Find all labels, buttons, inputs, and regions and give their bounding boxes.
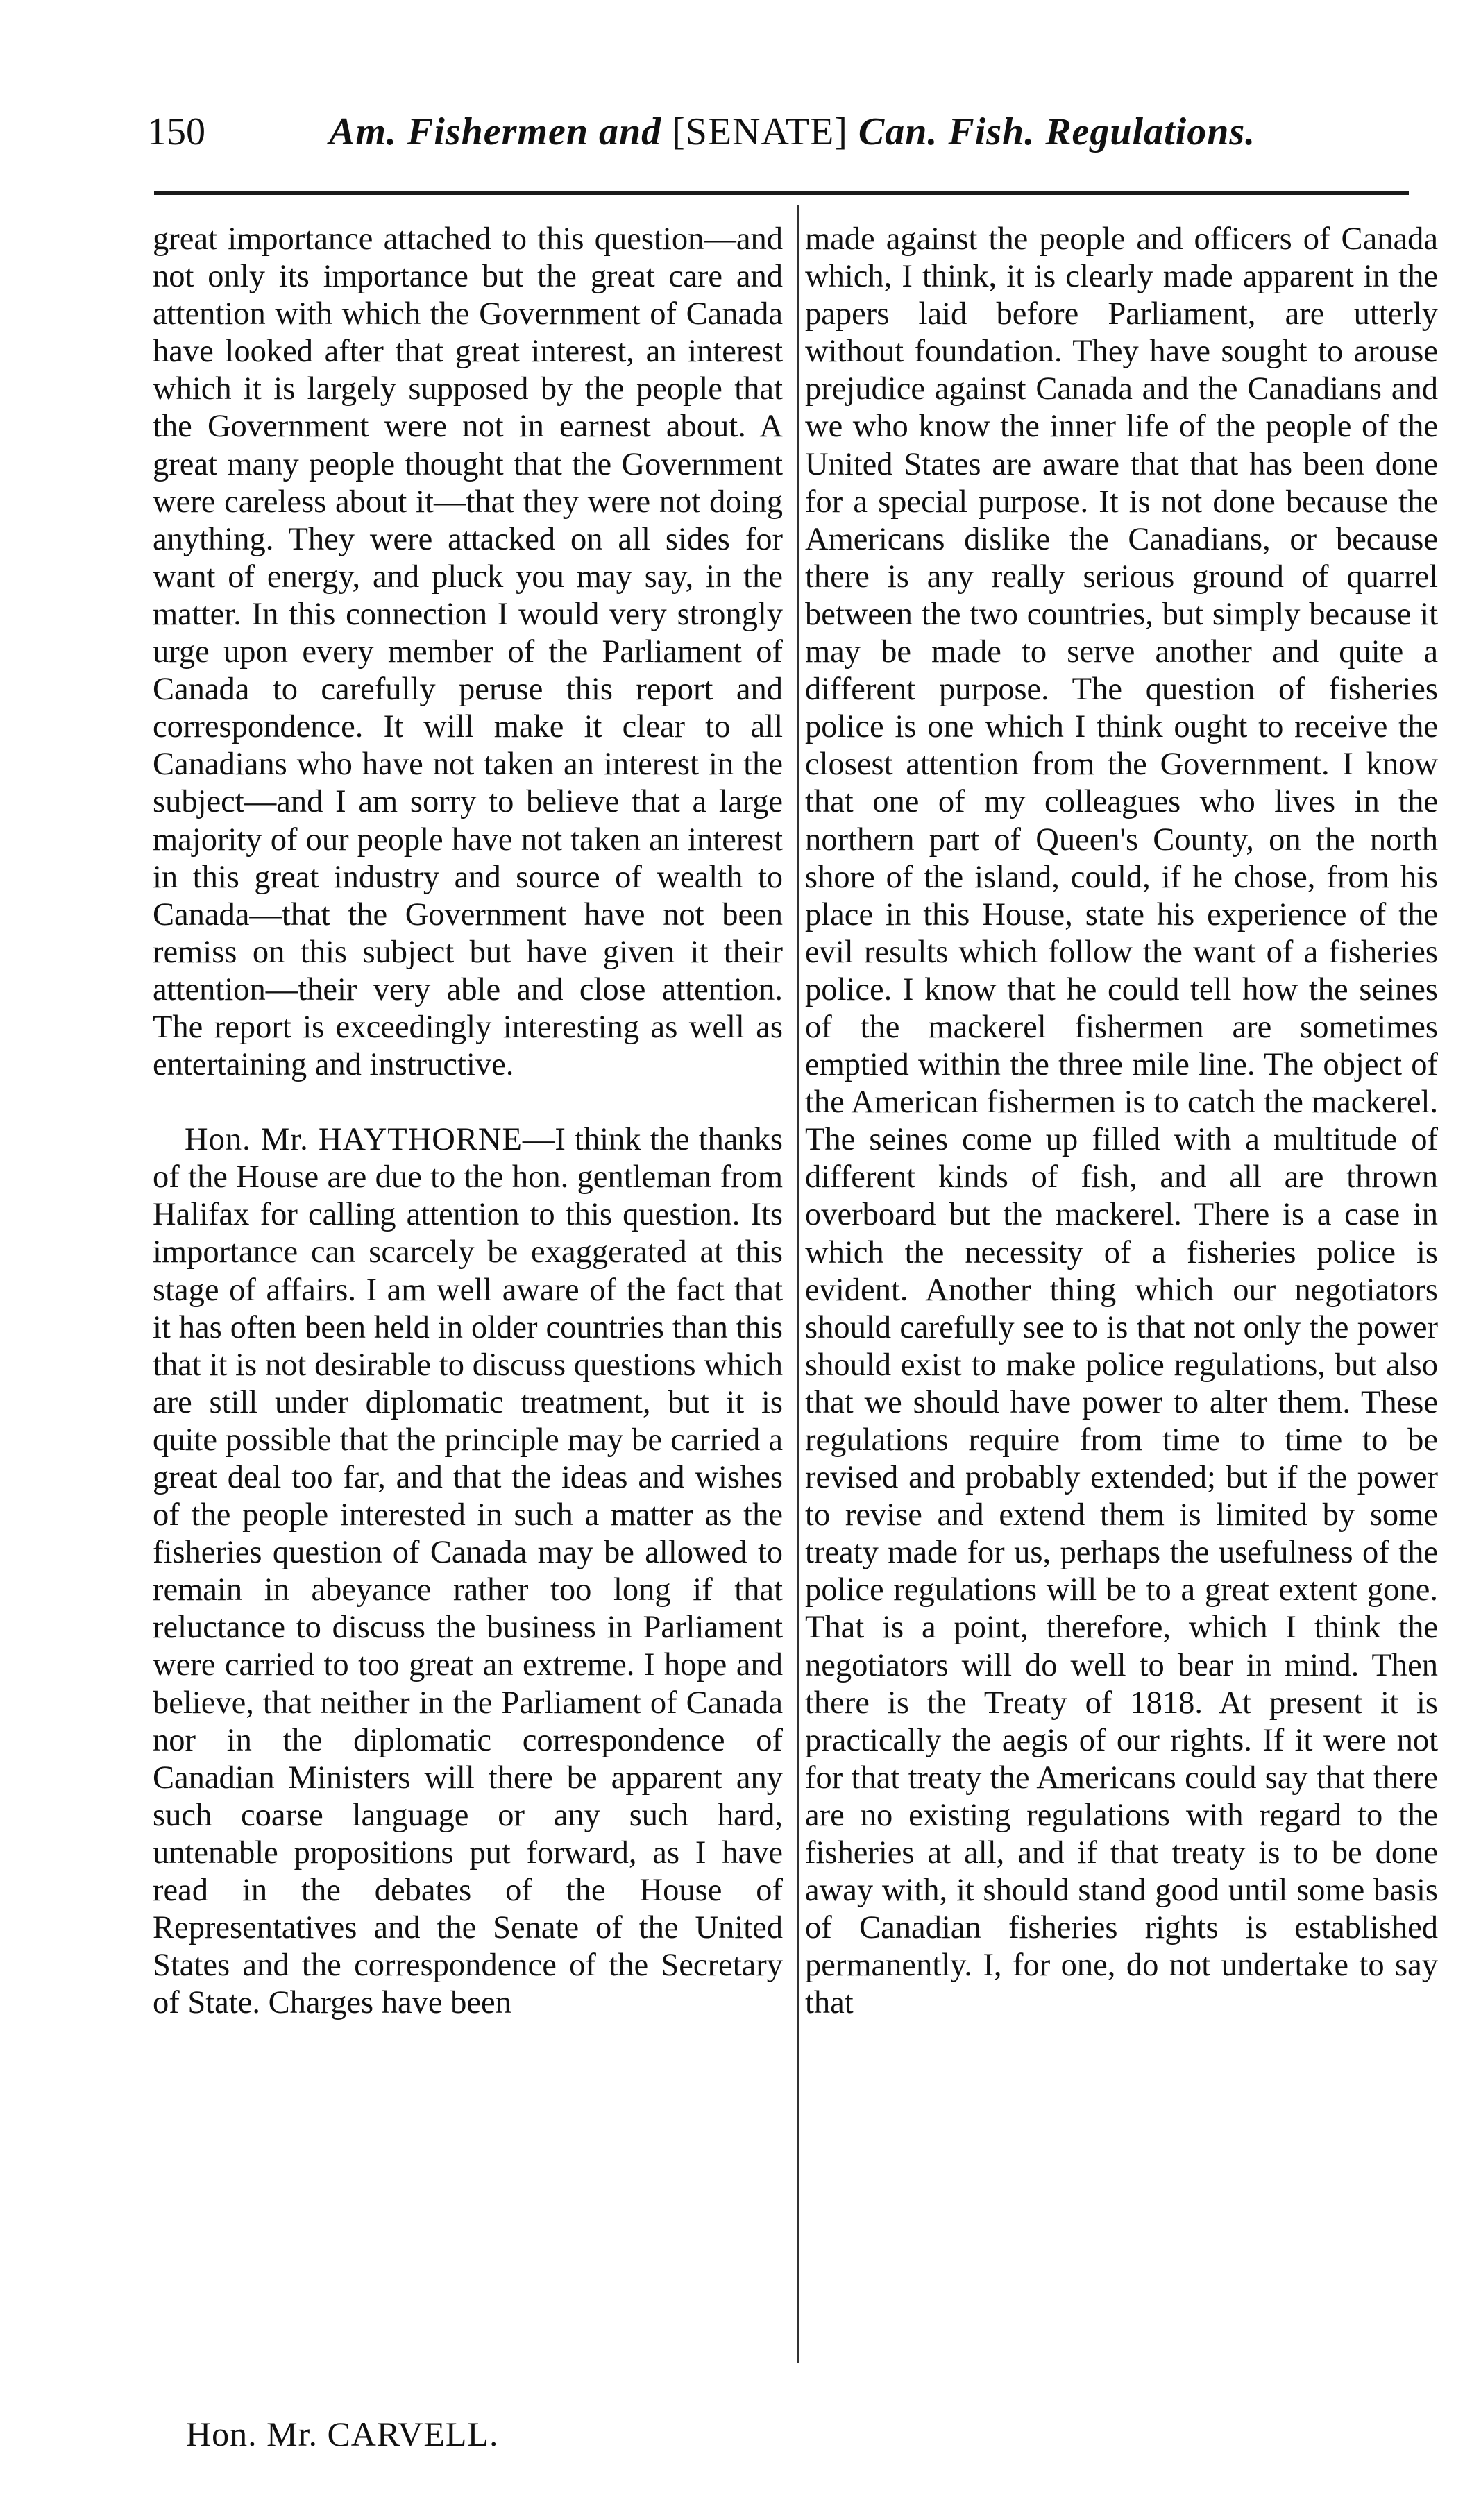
- page-number: 150: [147, 110, 205, 153]
- right-paragraph: made against the people and officers of Canada which, I think, it is clearly made apparent in the papers laid before Parliament, are utterly without foundation. They have sought to arouse prejudice against Canada and the Canadians and we who know the inner life of the people of the United States are aware that that has been done for a special purpose. It is not done because the Americans dislike the Canadians, or because there is any really serious ground of quarrel between the two countries, but simply because it may be made to serve another and quite a different purpose. The question of fisheries police is one which I think ought to receive the closest attention from the Government. I know that one of my colleagues who lives in the northern part of Queen's County, on the north shore of the island, could, if he chose, from his place in this House, state his experience of the evil results which follow the want of a fisheries police. I know that he could tell how the seines of the mackerel fishermen are sometimes emptied within the three mile line. The object of the American fishermen is to catch the mackerel. The seines come up filled with a multitude of different kinds of fish, and all are thrown overboard but the mackerel. There is a case in which the necessity of a fisheries police is evident. Another thing which our negotiators should carefully see to is that not only the power should exist to make police regulations, but also that we should have power to alter them. These regulations require from time to time to be revised and probably extended; but if the power to revise and extend them is limited by some treaty made for us, perhaps the usefulness of the police regulations will be to a great extent gone. That is a point, therefore, which I think the negotiators will do well to bear in mind. Then there is the Treaty of 1818. At present it is practically the aegis of our rights. If it were not for that treaty the Americans could say that there are no existing regulations with regard to the fisheries at all, and if that treaty is to be done away with, it should stand good until some basis of Canadian fisheries rights is established permanently. I, for one, do not undertake to say that: [805, 221, 1438, 2021]
- right-column: [805, 221, 1438, 2023]
- header-rule: [154, 191, 1409, 195]
- column-divider: [797, 205, 799, 2363]
- page-header: [147, 104, 1410, 160]
- speech-text: —I think the thanks of the House are due to the hon. gentleman from Halifax for calling attention to this question. Its importance can scarcely be exaggerated at this stage of affairs. I am well aware of the fact that it has often been held in older countries than this that it is not desirable to discuss questions which are still under diplomatic treatment, but it is quite possible that the principle may be carried a great deal too far, and that the ideas and wishes of the people interested in such a matter as the fisheries question of Canada may be allowed to remain in abeyance rather too long if that reluctance to discuss the business in Parliament were carried to too great an extreme. I hope and believe, that neither in the Parliament of Canada nor in the diplomatic correspondence of Canadian Ministers will there be apparent any such coarse language or any such hard, untenable propositions put forward, as I have read in the debates of the House of Representatives and the Senate of the United States and the correspondence of the Secretary of State. Charges have been: [153, 1122, 783, 2021]
- running-title-right: Can. Fish. Regulations.: [858, 110, 1256, 153]
- page-footer-speaker: Hon. Mr. CARVELL.: [186, 2415, 499, 2453]
- running-title-left: Am. Fishermen and: [329, 110, 662, 153]
- left-column: [153, 221, 783, 2022]
- running-title-center: [SENATE]: [672, 110, 848, 153]
- left-paragraph-1: great importance attached to this question—and not only its importance but the great care and attention with which the Government of Canada have looked after that great interest, an interest which it is largely supposed by the people that the Government were not in earnest about. A great many people thought that the Government were careless about it—that they were not doing anything. They were attacked on all sides for want of energy, and pluck you may say, in the matter. In this connection I would very strongly urge upon every member of the Parliament of Canada to carefully peruse this report and correspondence. It will make it clear to all Canadians who have not taken an interest in the subject—and I am sorry to believe that a large majority of our people have not taken an interest in this great industry and source of wealth to Canada—that the Government have not been remiss on this subject but have given it their attention—their very able and close attention. The report is exceedingly interesting as well as entertaining and instructive.: [153, 221, 783, 1083]
- left-paragraph-2: [153, 1121, 783, 2022]
- running-title: [329, 104, 1255, 160]
- speaker-name: Hon. Mr. HAYTHORNE: [185, 1122, 523, 1158]
